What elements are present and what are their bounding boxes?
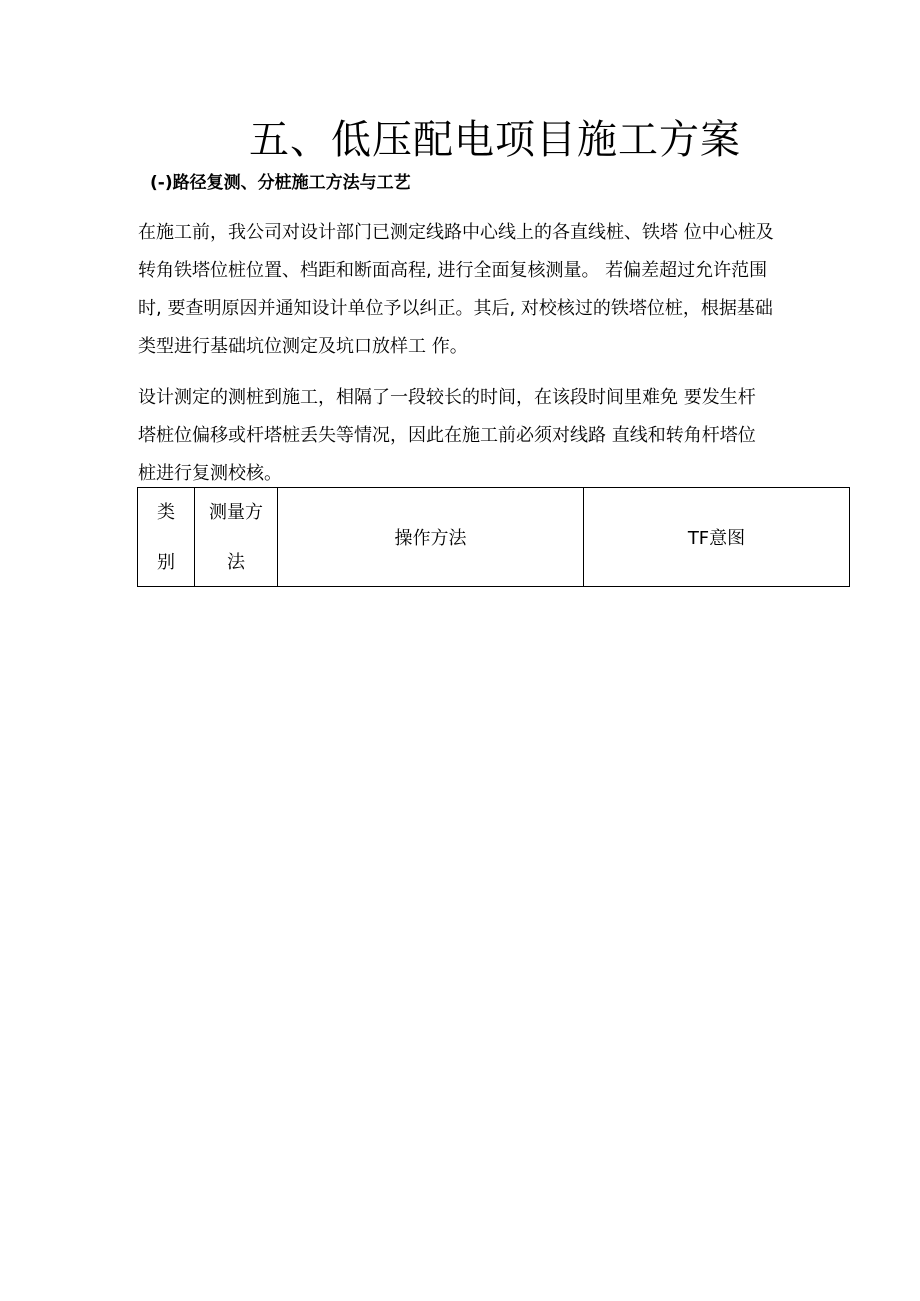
header-cell-figure: TF意图 (584, 488, 850, 587)
header-method-line-1: 测量方 (209, 502, 263, 523)
paragraph-line: 塔桩位偏移或杆塔桩丢失等情况，因此在施工前必须对线路 直线和转角杆塔位 (138, 425, 756, 446)
section-heading: (-)路径复测、分桩施工方法与工艺 (150, 173, 411, 193)
header-method-line-2: 法 (227, 552, 245, 573)
paragraph-line: 类型进行基础坑位测定及坑口放样工 作。 (138, 336, 468, 357)
header-category-line-2: 别 (157, 552, 175, 573)
paragraph-2 (138, 379, 838, 493)
measurement-table (137, 487, 850, 587)
paragraph-line: 在施工前，我公司对设计部门已测定线路中心线上的各直线桩、铁塔 位中心桩及 (138, 222, 774, 243)
paragraph-line: 桩进行复测校核。 (138, 463, 282, 484)
paragraph-1 (138, 214, 852, 366)
header-category-line-1: 类 (157, 502, 175, 523)
document-title: 五、低压配电项目施工方案 (249, 117, 741, 163)
paragraph-line: 时, 要查明原因并通知设计单位予以纠正。其后, 对校核过的铁塔位桩，根据基础 (138, 298, 773, 319)
header-cell-method (195, 488, 278, 587)
paragraph-line: 设计测定的测桩到施工，相隔了一段较长的时间，在该段时间里难免 要发生杆 (138, 387, 756, 408)
paragraph-line: 转角铁塔位桩位置、档距和断面高程, 进行全面复核测量。 若偏差超过允许范围 (138, 260, 768, 281)
table-header-row (138, 488, 850, 587)
header-cell-operation: 操作方法 (278, 488, 584, 587)
header-cell-category (138, 488, 195, 587)
